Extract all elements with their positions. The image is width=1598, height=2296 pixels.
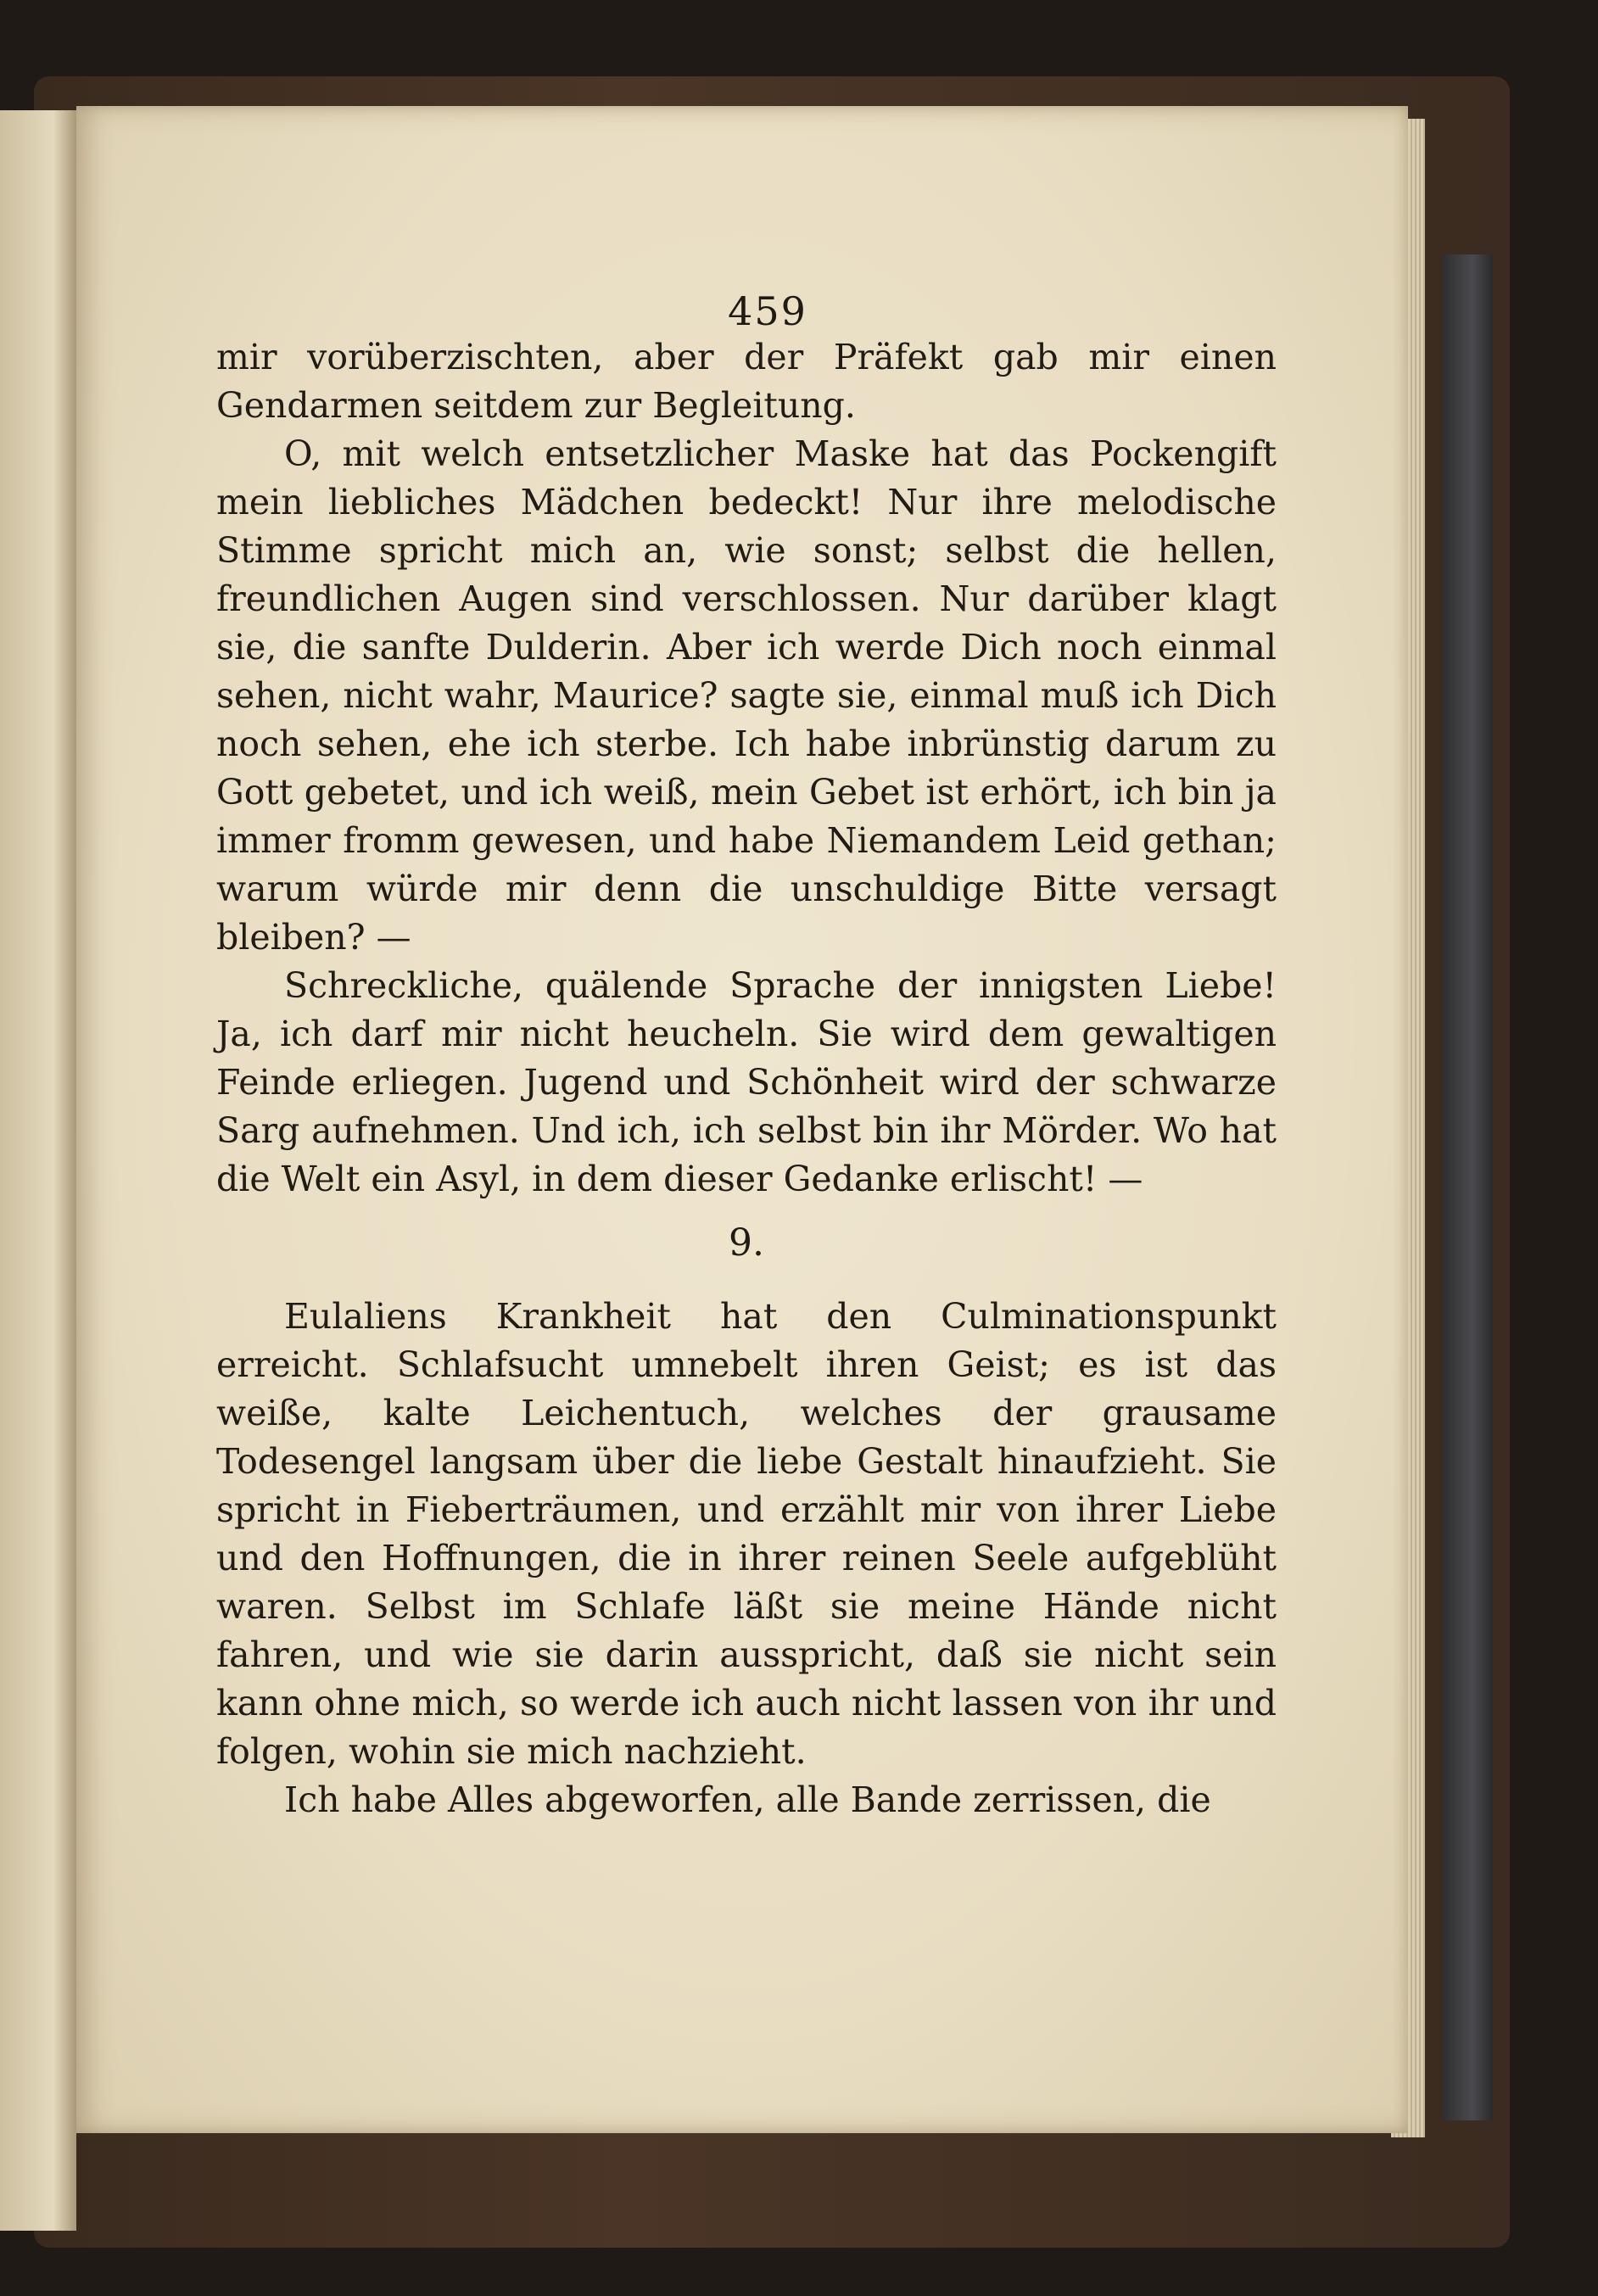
left-page-edge	[0, 110, 76, 2231]
section-number: 9.	[729, 1221, 764, 1265]
paragraph: Ich habe Alles abgeworfen, alle Bande zerrissen, die	[284, 1779, 1211, 1820]
paragraph-continuation: mir vorüberzischten, aber der Präfekt gab mir einen Gendarmen seitdem zur Begleitung.	[216, 337, 1277, 426]
paragraph: Eulaliens Krankheit hat den Culminationspunkt erreicht. Schlafsucht umnebelt ihren Geist; es ist das weiße, kalte Leichentuch, welches der grausame Todesengel langsam über die liebe Gestalt hinaufzieht. Sie spricht in Fieberträumen, und erzählt mir von ihrer Liebe und den Hoffnungen, die in ihrer reinen Seele aufgeblüht waren. Selbst im Schlafe läßt sie meine Hände nicht fahren, und wie sie darin ausspricht, daß sie nicht sein kann ohne mich, so werde ich auch nicht lassen von ihr und folgen, wohin sie mich nachzieht.	[216, 1296, 1277, 1772]
page-number: 459	[728, 288, 807, 334]
page-body	[216, 333, 1277, 1824]
cover-spine-band	[1442, 254, 1493, 2120]
paragraph: Schreckliche, quälende Sprache der innigsten Liebe! Ja, ich darf mir nicht heucheln. Sie wird dem gewaltigen Feinde erliegen. Jugend und Schönheit wird der schwarze Sarg aufnehmen. Und ich, ich selbst bin ihr Mörder. Wo hat die Welt ein Asyl, in dem dieser Gedanke erlischt! —	[216, 965, 1277, 1199]
paragraph: O, mit welch entsetzlicher Maske hat das Pockengift mein liebliches Mädchen bedeckt! Nur ihre melodische Stimme spricht mich an, wie sonst; selbst die hellen, freundlichen Augen sind verschlossen. Nur darüber klagt sie, die sanfte Dulderin. Aber ich werde Dich noch einmal sehen, nicht wahr, Maurice? sagte sie, einmal muß ich Dich noch sehen, ehe ich sterbe. Ich habe inbrünstig darum zu Gott gebetet, und ich weiß, mein Gebet ist erhört, ich bin ja immer fromm gewesen, und habe Niemandem Leid gethan; warum würde mir denn die unschuldige Bitte versagt bleiben? —	[216, 433, 1277, 958]
book-page	[76, 106, 1408, 2133]
